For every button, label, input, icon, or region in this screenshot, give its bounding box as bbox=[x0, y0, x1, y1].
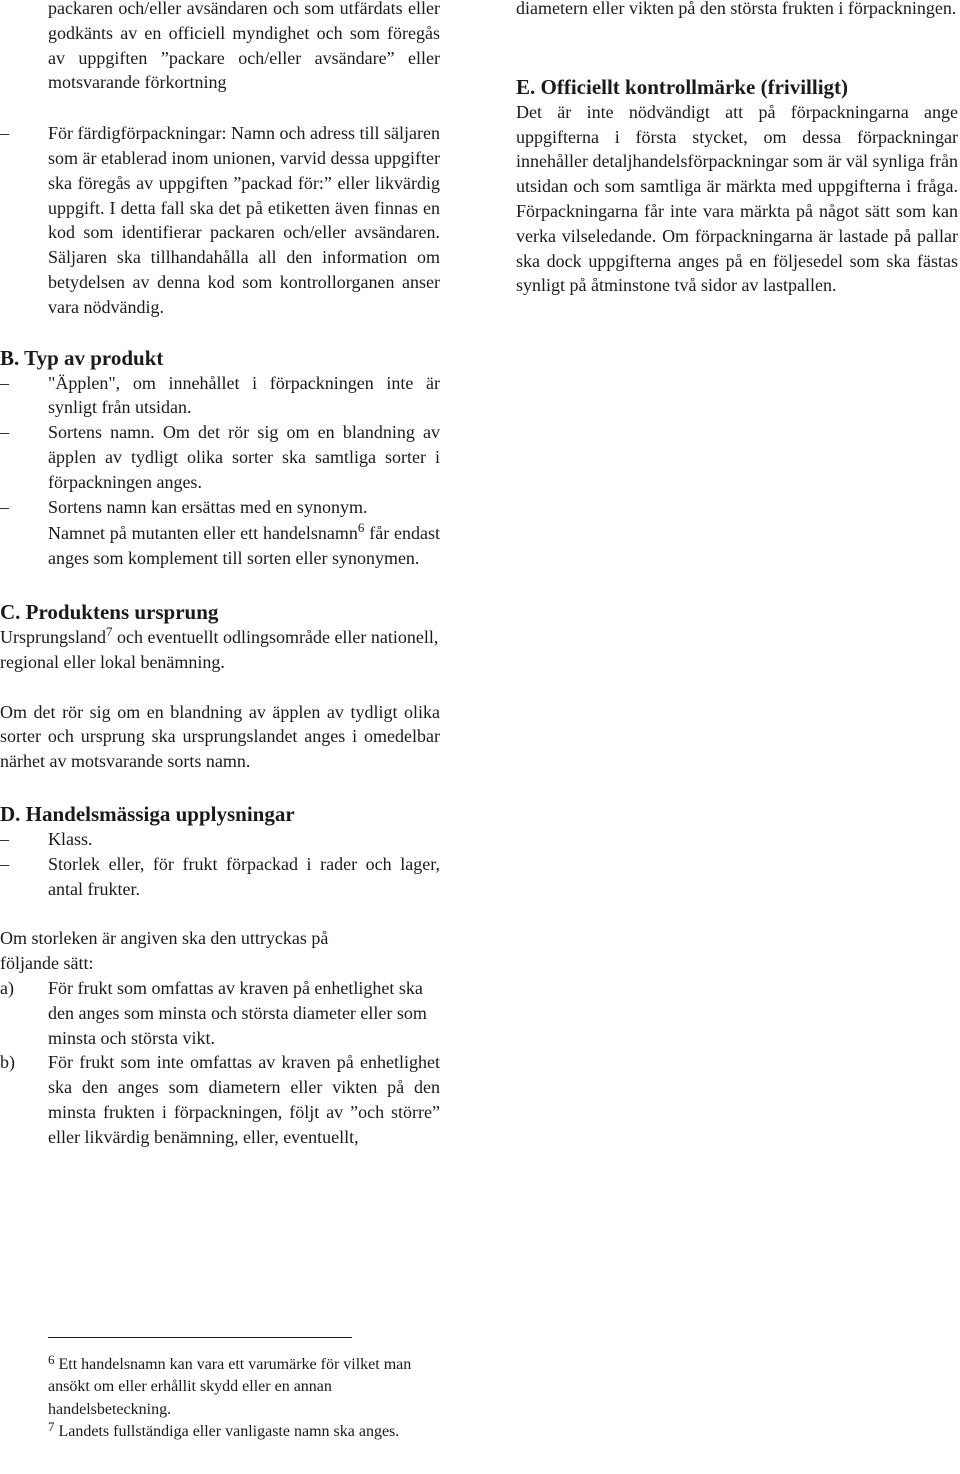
section-heading-d: D. Handelsmässiga upplysningar bbox=[0, 801, 295, 826]
dash-bullet: – bbox=[0, 828, 9, 849]
footnote-number: 7 bbox=[48, 1419, 55, 1435]
note-text: får endast anges som komplement till sorten eller synonymen. bbox=[48, 523, 440, 569]
footnote bbox=[48, 1421, 428, 1443]
list-item bbox=[0, 495, 440, 520]
dash-bullet: – bbox=[0, 422, 9, 443]
mutant-name-note bbox=[48, 521, 440, 571]
item-label: a) bbox=[0, 977, 14, 998]
dash-bullet: – bbox=[0, 372, 9, 393]
continuation-paragraph: diametern eller vikten på den största frukten i förpackningen. bbox=[516, 0, 957, 18]
item-label: b) bbox=[0, 1052, 15, 1073]
section-heading-e: E. Officiellt kontrollmärke (frivilligt) bbox=[516, 74, 849, 99]
origin-paragraph bbox=[0, 625, 440, 675]
footnote-number: 6 bbox=[48, 1352, 55, 1367]
list-item-text: Klass. bbox=[48, 828, 93, 849]
footnote-separator bbox=[48, 1337, 352, 1338]
footnote-text: Ett handelsnamn kan vara ett varumärke för vilket man ansökt om eller erhållit skydd eller en annan handelsbeteckning. bbox=[48, 1356, 412, 1418]
dash-bullet: – bbox=[0, 853, 9, 874]
item-text: För frukt som omfattas av kraven på enhetlighet ska den anges som minsta och största diameter eller som minsta och största vikt. bbox=[48, 977, 427, 1048]
dash-bullet: – bbox=[0, 496, 9, 517]
dash-bullet: – bbox=[0, 123, 9, 144]
list-item bbox=[0, 371, 440, 421]
section-heading-b: B. Typ av produkt bbox=[0, 345, 164, 370]
left-column bbox=[0, 0, 440, 1149]
right-column bbox=[516, 0, 958, 298]
footnote-ref: 7 bbox=[106, 623, 113, 639]
list-item-text: "Äpplen", om innehållet i förpackningen inte är synligt från utsidan. bbox=[48, 372, 440, 418]
footnotes bbox=[48, 1354, 428, 1444]
list-item bbox=[0, 827, 440, 852]
lettered-item-b bbox=[0, 1050, 440, 1149]
control-mark-paragraph: Det är inte nödvändigt att på förpackningarna ange uppgifterna i första stycket, om dessa förpackningar innehåller detaljhandelsförpackningar som är väl synliga från utsidan och som samtliga är märkta med uppgifterna i fråga. Förpackningarna får inte vara märkta på något sätt som kan verka vilseledande. Om förpackningarna är lastade på pallar ska dock uppgifterna anges på en följesedel som ska fästas synligt på åtminstone två sidor av lastpallen. bbox=[516, 101, 958, 296]
list-item bbox=[0, 121, 440, 319]
footnote bbox=[48, 1354, 428, 1421]
footnote-text: Landets fullständiga eller vanligaste namn ska anges. bbox=[54, 1423, 400, 1441]
list-item bbox=[0, 420, 440, 494]
section-heading-c: C. Produktens ursprung bbox=[0, 599, 219, 624]
paragraph-text: Ursprungsland bbox=[0, 626, 106, 647]
list-item-text: Storlek eller, för frukt förpackad i rader och lager, antal frukter. bbox=[48, 853, 440, 899]
lettered-item-a bbox=[0, 976, 440, 1050]
mixture-origin-paragraph: Om det rör sig om en blandning av äpplen av tydligt olika sorter och ursprung ska ursprungslandet anges i omedelbar närhet av motsvarande sorts namn. bbox=[0, 701, 440, 772]
list-item-text: Sortens namn. Om det rör sig om en blandning av äpplen av tydligt olika sorter ska samtliga sorter i förpackningen anges. bbox=[48, 422, 440, 492]
footnote-ref: 6 bbox=[357, 520, 365, 536]
paragraph-text: och eventuellt odlingsområde eller nationell, regional eller lokal benämning. bbox=[0, 626, 439, 672]
item-text: För frukt som inte omfattas av kraven på enhetlighet ska den anges som diametern eller vikten på den minsta frukten i förpackningen, följt av ”och större” eller likvärdig benämning, eller, eventuellt, bbox=[48, 1052, 440, 1147]
size-intro-paragraph: Om storleken är angiven ska den uttryckas på följande sätt: bbox=[0, 928, 329, 974]
list-item-text: För färdigförpackningar: Namn och adress till säljaren som är etablerad inom unionen, varvid dessa uppgifter ska föregås av uppgiften ”packad för:” eller likvärdig uppgift. I detta fall ska det på etiketten även finnas en kod som identifierar packaren och/eller avsändaren. Säljaren ska tillhandahålla all den information om betydelsen av denna kod som kontrollorganen anser vara nödvändig. bbox=[48, 123, 440, 317]
list-item bbox=[0, 852, 440, 902]
continuation-paragraph: packaren och/eller avsändaren och som utfärdats eller godkänts av en officiell myndighet och som föregås av uppgiften ”packare och/eller avsändare” eller motsvarande förkortning bbox=[48, 0, 440, 93]
note-text: Namnet på mutanten eller ett handelsnamn bbox=[48, 523, 358, 544]
list-item-text: Sortens namn kan ersättas med en synonym. bbox=[48, 496, 368, 517]
